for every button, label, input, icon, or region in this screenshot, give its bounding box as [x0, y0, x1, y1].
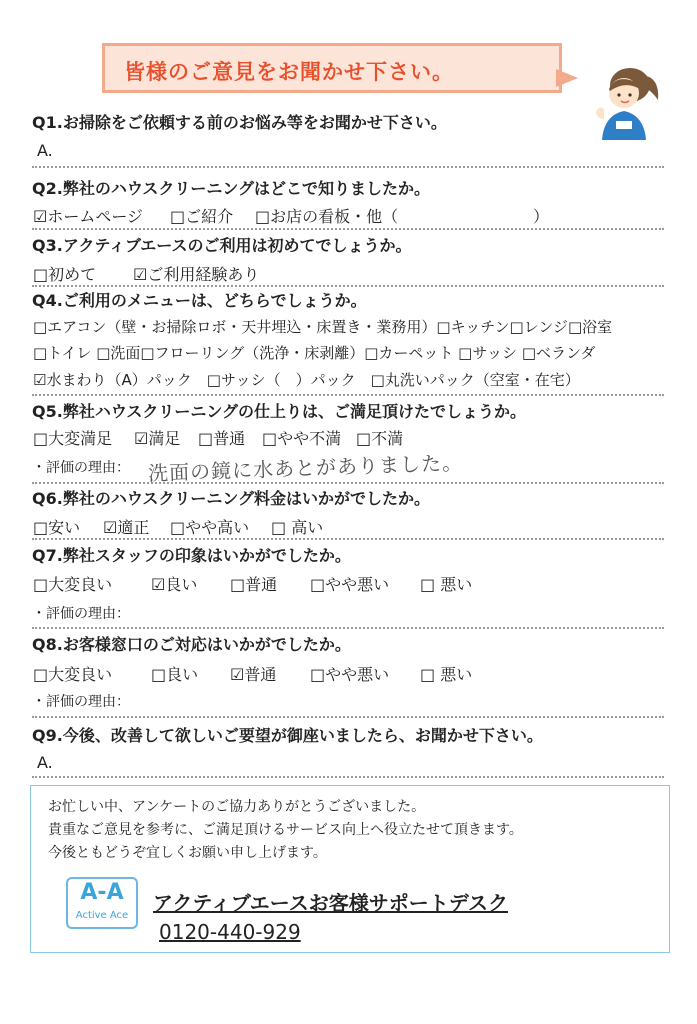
- q8-option-somewhat-bad[interactable]: □やや悪い: [310, 665, 390, 684]
- q5-option-very-satisfied[interactable]: □大変満足: [33, 429, 113, 448]
- q6-option-expensive[interactable]: □ 高い: [271, 518, 324, 537]
- footer-regards-line: 今後ともどうぞ宜しくお願い申し上げます。: [48, 845, 327, 861]
- q8-reason-label: ・評価の理由：: [32, 694, 130, 710]
- q5-question: Q5.弊社ハウスクリーニングの仕上りは、ご満足頂けたでしょうか。: [32, 402, 527, 421]
- q6-option-fair[interactable]: ☑適正: [103, 518, 150, 537]
- page-title: 皆様のご意見をお聞かせ下さい。: [124, 60, 454, 84]
- q8-option-very-good[interactable]: □大変良い: [33, 665, 113, 684]
- q7-option-bad[interactable]: □ 悪い: [420, 575, 473, 594]
- q4-menu-row-1[interactable]: □エアコン（壁・お掃除ロボ・天井埋込・床置き・業務用）□キッチン□レンジ□浴室: [33, 318, 613, 336]
- q7-option-somewhat-bad[interactable]: □やや悪い: [310, 575, 390, 594]
- q5-option-somewhat-dissatisfied[interactable]: □やや不満: [262, 429, 342, 448]
- q2-option-close-paren: ）: [533, 207, 550, 226]
- q2-question: Q2.弊社のハウスクリーニングはどこで知りましたか。: [32, 179, 431, 198]
- q6-option-somewhat-expensive[interactable]: □やや高い: [170, 518, 250, 537]
- q3-option-returning[interactable]: ☑ご利用経験あり: [133, 265, 260, 284]
- q4-menu-row-3[interactable]: ☑水まわり（A）パック □サッシ（ ）パック □丸洗いパック（空室・在宅）: [33, 371, 580, 389]
- q1-answer-label: A.: [37, 141, 53, 160]
- mascot-girl-icon: [580, 55, 665, 140]
- q2-option-homepage[interactable]: ☑ホームページ: [33, 207, 144, 226]
- q8-option-normal[interactable]: ☑普通: [230, 665, 277, 684]
- q4-question: Q4.ご利用のメニューは、どちらでしょうか。: [32, 291, 367, 310]
- q8-option-good[interactable]: □良い: [151, 665, 199, 684]
- q7-reason-label: ・評価の理由：: [32, 606, 130, 622]
- separator: [32, 285, 664, 287]
- q7-option-good[interactable]: ☑良い: [151, 575, 198, 594]
- q5-option-satisfied[interactable]: ☑満足: [134, 429, 181, 448]
- separator: [32, 716, 664, 718]
- q8-option-bad[interactable]: □ 悪い: [420, 665, 473, 684]
- q3-option-first-time[interactable]: □初めて: [33, 265, 97, 284]
- q7-question: Q7.弊社スタッフの印象はいかがでしたか。: [32, 546, 351, 565]
- logo-name: Active Ace: [75, 910, 129, 921]
- separator: [32, 627, 664, 629]
- q5-option-normal[interactable]: □普通: [198, 429, 246, 448]
- q2-option-store-sign[interactable]: □お店の看板・他（: [255, 207, 399, 226]
- footer-thanks-line: お忙しい中、アンケートのご協力ありがとうございました。: [48, 799, 426, 815]
- separator: [32, 394, 664, 396]
- q6-option-cheap[interactable]: □安い: [33, 518, 81, 537]
- q8-question: Q8.お客様窓口のご対応はいかがでしたか。: [32, 635, 351, 654]
- q7-option-very-good[interactable]: □大変良い: [33, 575, 113, 594]
- separator: [32, 166, 664, 168]
- q3-question: Q3.アクティブエースのご利用は初めてでしょうか。: [32, 236, 412, 255]
- speech-tail: [556, 69, 578, 87]
- support-phone-number[interactable]: 0120-440-929: [159, 920, 301, 944]
- footer-improvement-line: 貴重なご意見を参考に、ご満足頂けるサービス向上へ役立たせて頂きます。: [48, 822, 523, 838]
- q4-menu-row-2[interactable]: □トイレ □洗面□フローリング（洗浄・床剥離）□カーペット □サッシ □ベランダ: [33, 344, 596, 362]
- q5-reason-label: ・評価の理由：: [32, 460, 130, 476]
- logo-mark: A-A: [80, 880, 124, 905]
- support-desk-name: アクティブエースお客様サポートデスク: [153, 891, 508, 915]
- q6-question: Q6.弊社のハウスクリーニング料金はいかがでしたか。: [32, 489, 431, 508]
- q7-option-normal[interactable]: □普通: [230, 575, 278, 594]
- q9-question: Q9.今後、改善して欲しいご要望が御座いましたら、お聞かせ下さい。: [32, 726, 543, 745]
- q1-question: Q1.お掃除をご依頼する前のお悩み等をお聞かせ下さい。: [32, 113, 447, 132]
- q9-answer-label: A.: [37, 753, 53, 772]
- separator: [32, 228, 664, 230]
- q5-reason-handwritten: 洗面の鏡に水あとがありました。: [147, 450, 464, 486]
- q2-option-referral[interactable]: □ご紹介: [170, 207, 234, 226]
- separator: [32, 776, 664, 778]
- separator: [32, 482, 664, 484]
- separator: [32, 538, 664, 540]
- q5-option-dissatisfied[interactable]: □不満: [356, 429, 404, 448]
